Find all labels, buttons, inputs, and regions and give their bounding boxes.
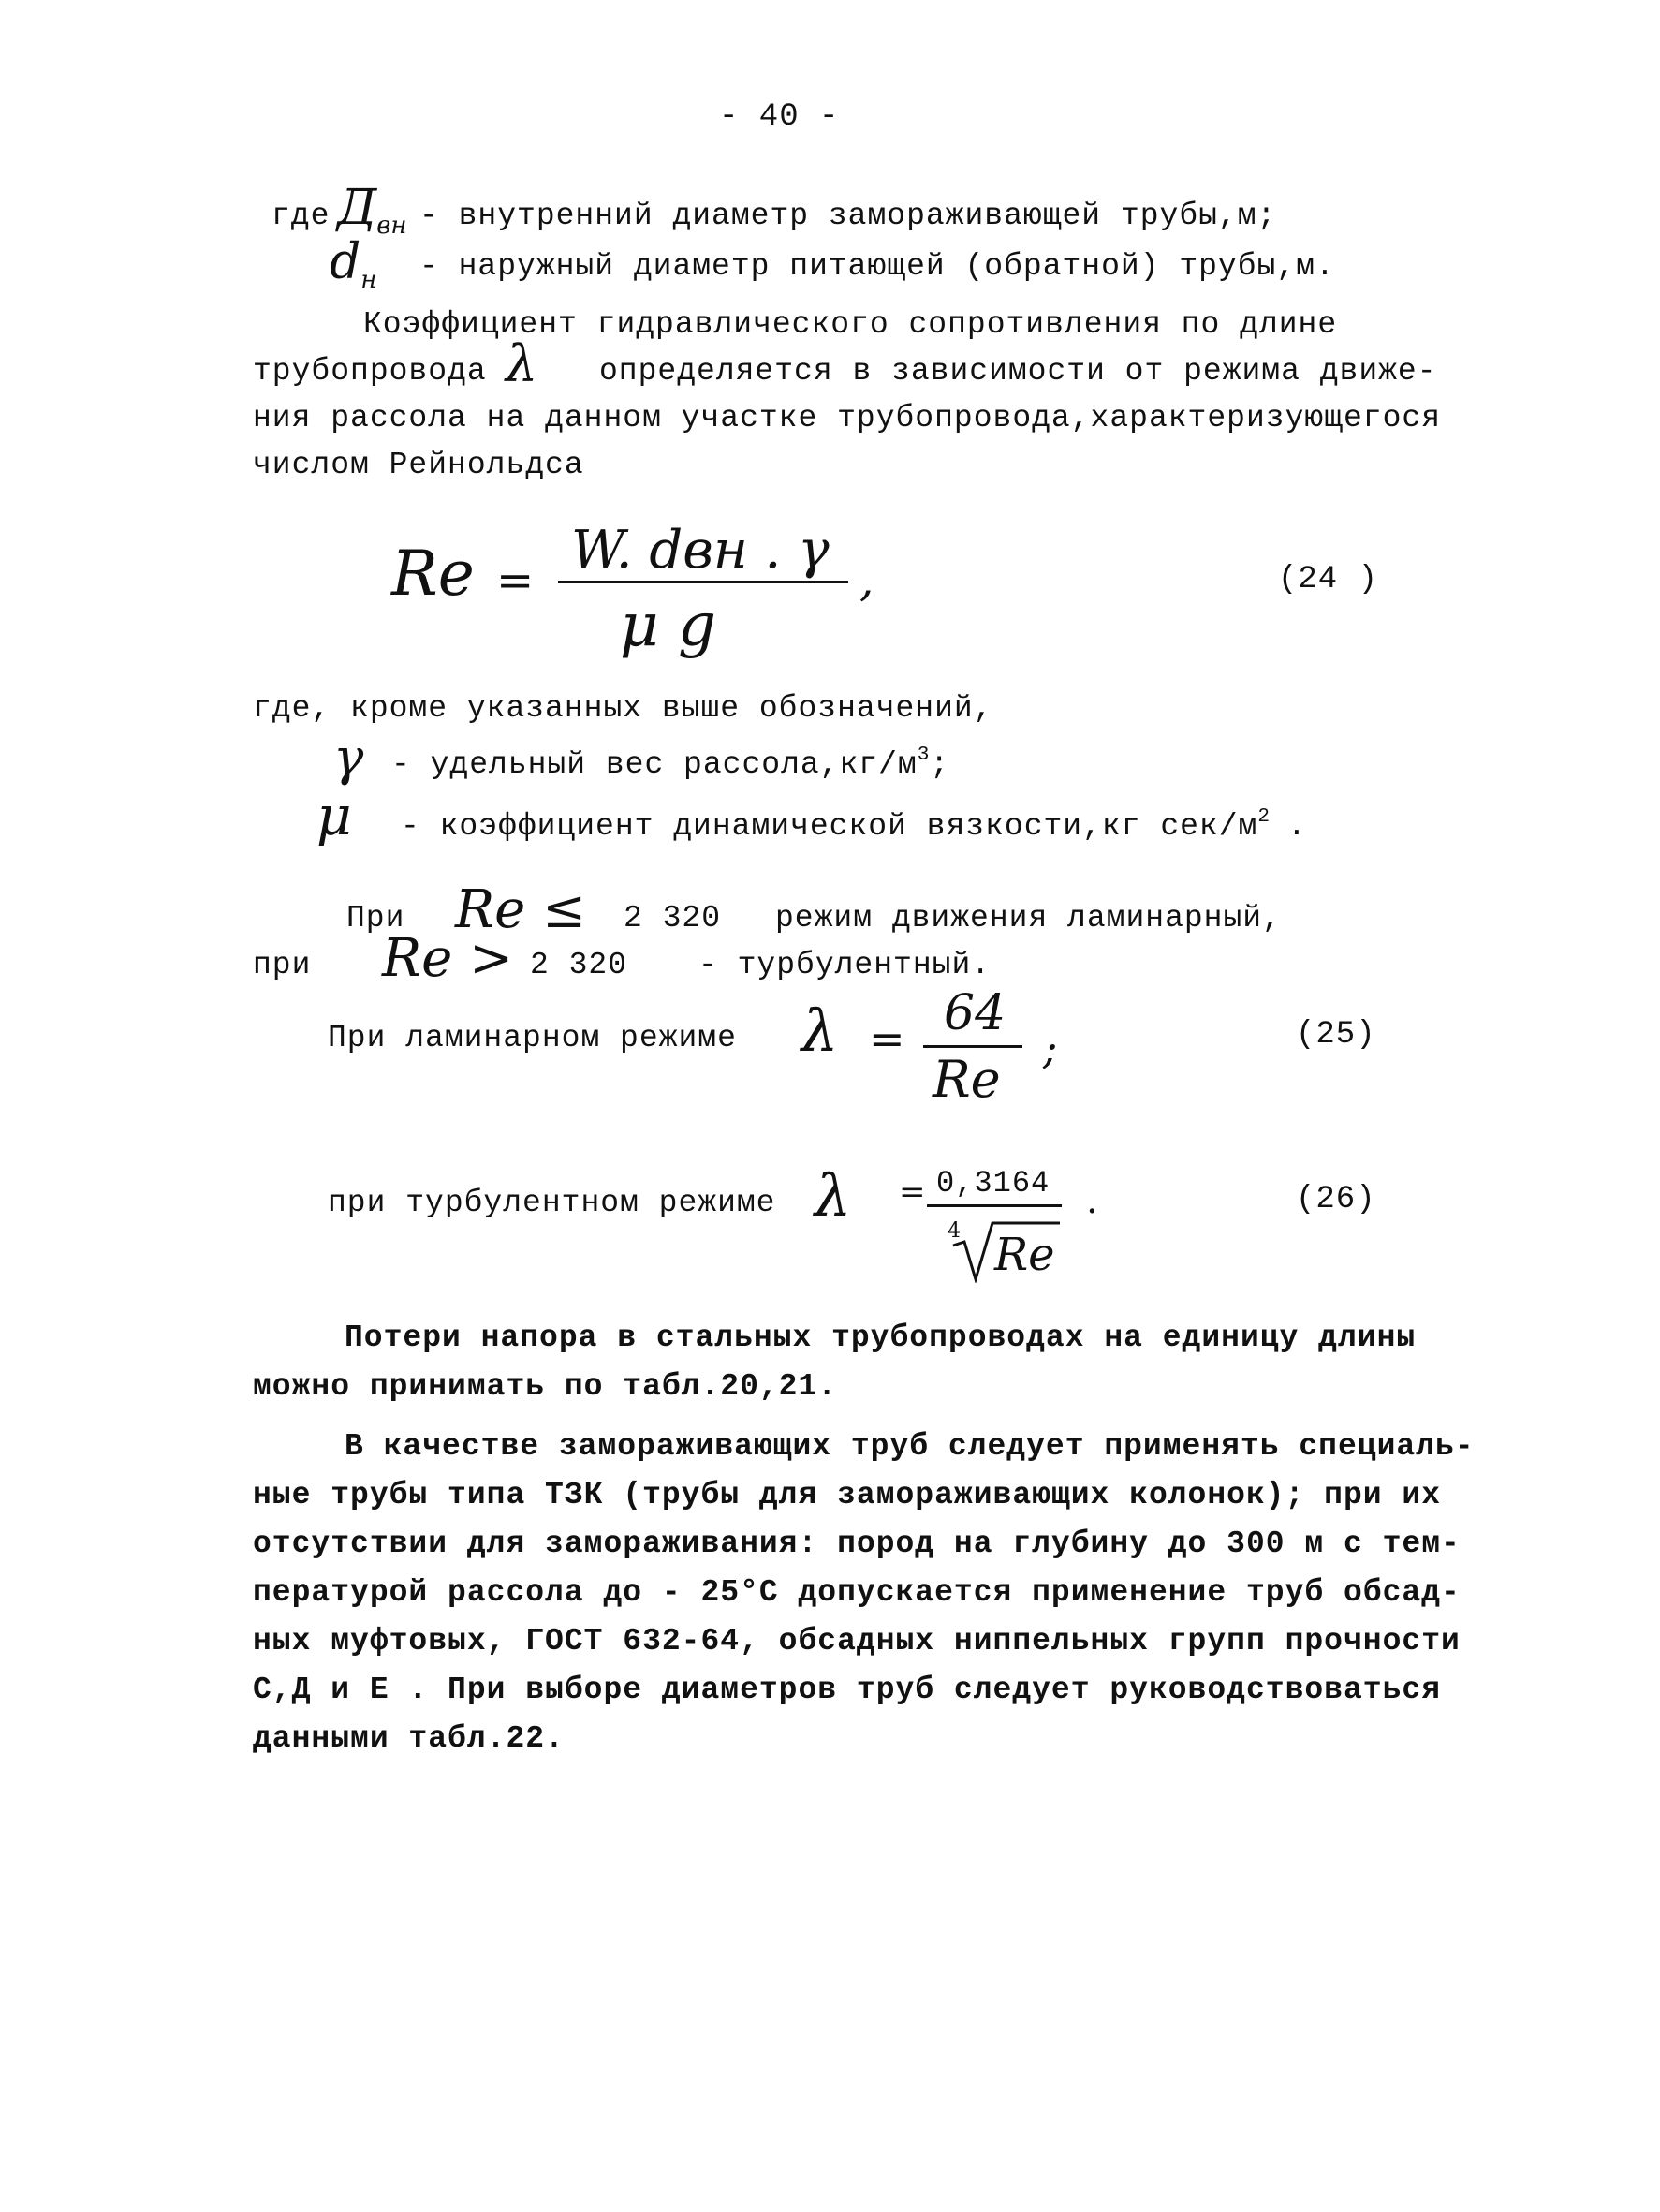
mu-definition: - коэффициент динамической вязкости,кг сек/$м^2$ . — [401, 806, 1307, 844]
eq25-denominator: Re — [933, 1050, 1001, 1109]
regime-line2-value: 2 320 — [530, 948, 628, 982]
eq26-lambda: λ — [815, 1161, 852, 1230]
page-number: - 40 - — [719, 99, 840, 135]
para3-line-5: ных муфтовых, ГОСТ 632-64, обсадных ниппельных групп прочности — [253, 1624, 1461, 1659]
eq26-number: (26) — [1296, 1182, 1376, 1217]
para1-line-4: числом Рейнольдса — [253, 448, 584, 482]
eq25-label: При ламинарном режиме — [328, 1021, 737, 1055]
eq25-numerator: 64 — [944, 985, 1006, 1041]
eq24-denominator: μ g — [620, 591, 716, 660]
regime-line2-post: - турбулентный. — [698, 948, 992, 982]
d-vn-symbol: Двн — [337, 180, 407, 240]
eq26-equals: = — [899, 1173, 926, 1211]
para3-line-2: ные трубы типа ТЗК (трубы для замораживающих колонок); при их — [253, 1478, 1441, 1512]
para3-line-3: отсутствии для замораживания: пород на глубину до 300 м с тем- — [253, 1526, 1461, 1561]
regime-line1-value: 2 320 — [624, 901, 722, 936]
eq26-label: при турбулентном режиме — [328, 1186, 776, 1220]
regime-line2-pre: при — [253, 948, 312, 982]
para2-line-1: Потери напора в стальных трубопроводах на единицу длины — [345, 1320, 1417, 1355]
para1-line-3: ния рассола на данном участке трубопровода,характеризующегося — [253, 401, 1441, 435]
eq25-lambda: λ — [801, 996, 839, 1065]
legend2-lead: где, кроме указанных выше обозначений, — [253, 691, 993, 726]
eq25-equals: = — [869, 1013, 905, 1064]
regime-line1-pre: При — [346, 901, 405, 936]
para1-line-2b: определяется в зависимости от режима движе- — [599, 354, 1437, 389]
d-n-definition: - наружный диаметр питающей (обратной) трубы,м. — [419, 249, 1335, 284]
d-n-symbol: dн — [330, 234, 377, 294]
eq24-fraction-bar — [558, 581, 848, 583]
eq25-fraction-bar — [923, 1045, 1022, 1048]
para3-line-1: В качестве замораживающих труб следует применять специаль- — [345, 1429, 1475, 1464]
mu-symbol: μ — [316, 784, 352, 848]
eq24-equals: = — [496, 554, 535, 607]
eq26-numerator: 0,3164 — [936, 1166, 1050, 1201]
eq25-number: (25) — [1296, 1017, 1376, 1053]
eq25-semicolon: ; — [1043, 1023, 1058, 1073]
para2-line-2: можно принимать по табл.20,21. — [253, 1369, 838, 1404]
eq26-period: . — [1086, 1179, 1098, 1222]
para3-line-7: данными табл.22. — [253, 1721, 565, 1756]
eq24-number: (24 ) — [1278, 562, 1379, 597]
regime-line1-post: режим движения ламинарный, — [775, 901, 1282, 936]
eq24-lhs: Re — [391, 538, 475, 610]
para1-line-1: Коэффициент гидравлического сопротивления по длине — [363, 307, 1338, 342]
eq24-numerator: W. dвн . γ — [571, 520, 830, 581]
eq26-fraction-bar — [927, 1204, 1062, 1207]
para3-line-6: С,Д и Е . При выборе диаметров труб следует руководствоваться — [253, 1673, 1441, 1707]
gamma-symbol: γ — [333, 728, 364, 787]
eq24-comma: , — [859, 554, 874, 607]
regime-line1-re: Re ≤ — [455, 879, 587, 940]
gamma-definition: - удельный вес $рассола,кг/м^3$; — [391, 745, 950, 782]
legend-lead-where: где — [272, 199, 331, 233]
para1-line-2a: трубопровода — [253, 354, 487, 389]
regime-line2-re: Re > — [382, 928, 514, 989]
lambda-symbol-inline: λ — [506, 334, 538, 393]
eq26-root-index: 4 — [948, 1219, 961, 1243]
eq26-radicand: Re — [994, 1229, 1055, 1281]
para3-line-4: пературой рассола до - 25°С допускается применение труб обсад- — [253, 1575, 1461, 1610]
d-vn-definition: - внутренний диаметр замораживающей трубы,м; — [419, 199, 1277, 233]
